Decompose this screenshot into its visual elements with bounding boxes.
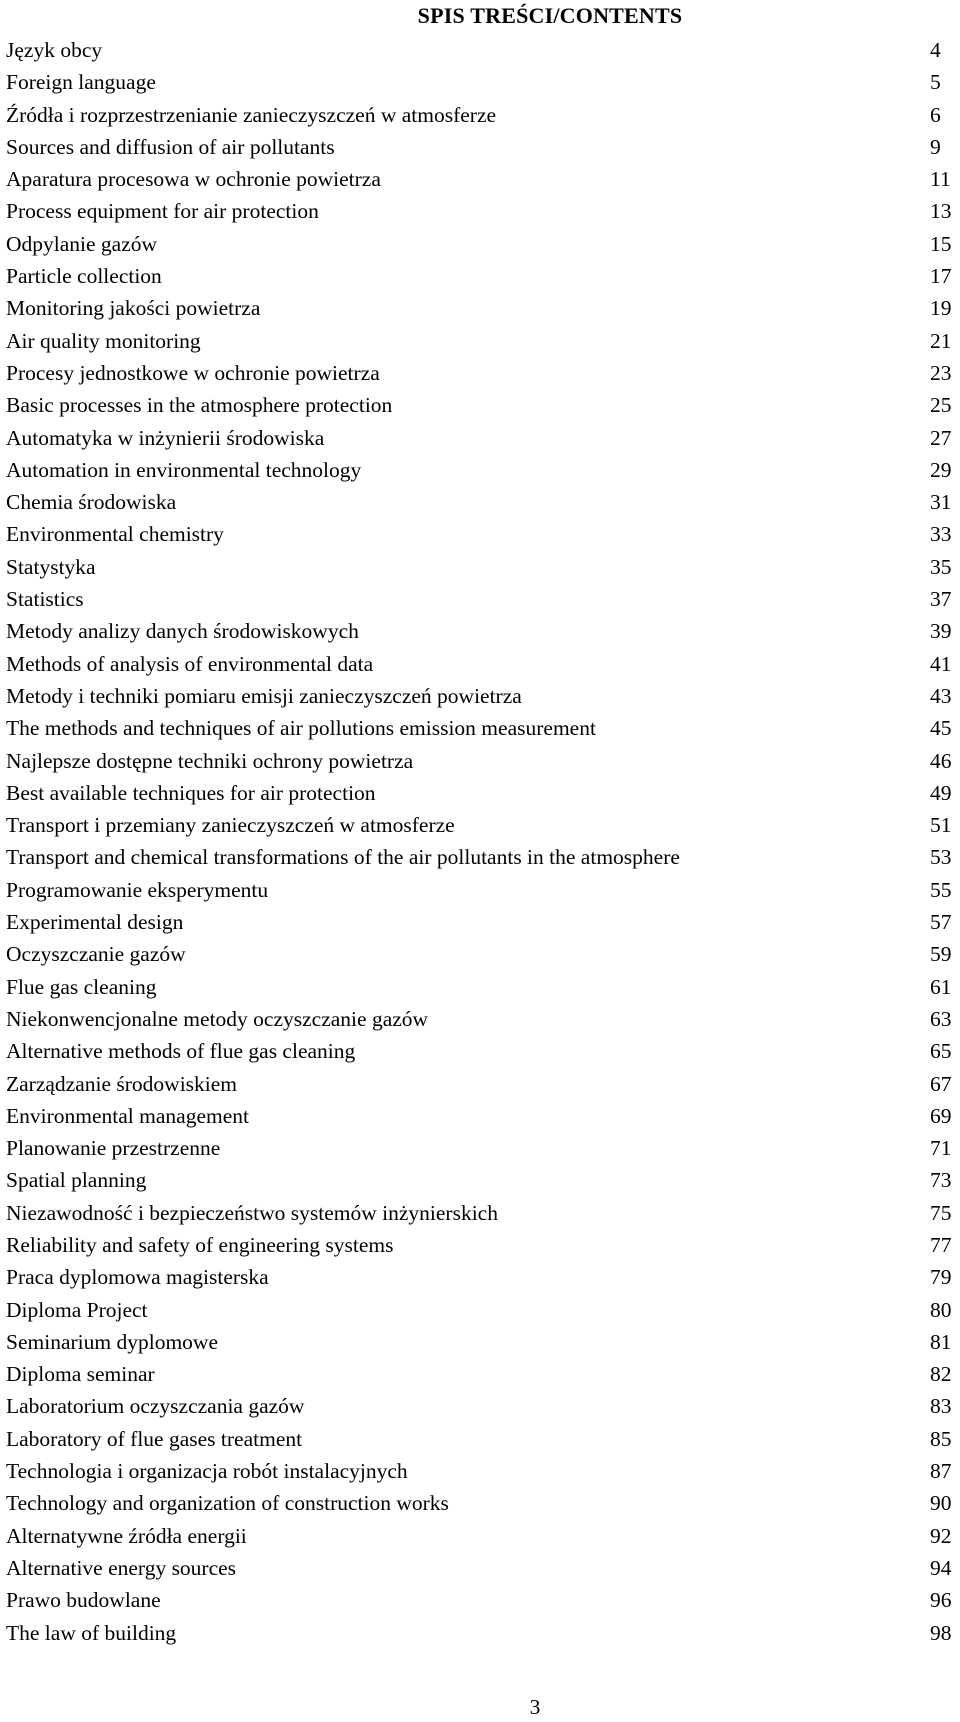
toc-entry-page-number: 96 [930,1588,952,1613]
toc-entry-page-number: 35 [930,554,952,579]
toc-entry-page-number: 49 [930,780,952,805]
toc-entry-page-number: 63 [930,1006,952,1031]
toc-entry-title: Odpylanie gazów [6,231,158,256]
toc-entry-page-number: 85 [930,1426,952,1451]
toc-entry-title: Sources and diffusion of air pollutants [6,134,335,159]
toc-entry-page-number: 90 [930,1491,952,1516]
toc-entry-title: Basic processes in the atmosphere protection [6,393,393,418]
toc-entry-page-number: 87 [930,1459,952,1484]
toc-entry-title: Foreign language [6,70,156,95]
toc-entry-page-number: 27 [930,425,952,450]
toc-entry [6,1229,958,1261]
toc-entry-page-number: 25 [930,393,952,418]
toc-entry [6,1552,958,1584]
toc-entry-title: Laboratorium oczyszczania gazów [6,1394,305,1419]
toc-entry-page-number: 19 [930,296,952,321]
toc-entry-title: Process equipment for air protection [6,199,319,224]
toc-entry-title: Best available techniques for air protection [6,780,376,805]
toc-entry-title: Alternatywne źródła energii [6,1523,247,1548]
toc-entry-title: Diploma seminar [6,1362,155,1387]
toc-entry [6,228,958,260]
toc-entry-title: Alternative methods of flue gas cleaning [6,1039,356,1064]
toc-entry-title: Zarządzanie środowiskiem [6,1071,238,1096]
toc-entry-page-number: 15 [930,231,952,256]
toc-entry-page-number: 46 [930,748,952,773]
toc-entry [6,1100,958,1132]
toc-entry-title: Metody analizy danych środowiskowych [6,619,359,644]
toc-entry [6,518,958,550]
toc-entry-page-number: 73 [930,1168,952,1193]
toc-entry [6,874,958,906]
toc-entry-page-number: 45 [930,716,952,741]
toc-entry-title: Źródła i rozprzestrzenianie zanieczyszczeń w atmosferze [6,102,497,127]
toc-entry [6,325,958,357]
toc-entry [6,1584,958,1616]
page-number: 3 [529,1695,541,1719]
toc-entry [6,1326,958,1358]
toc-entry-page-number: 81 [930,1329,952,1354]
toc-entry [6,938,958,970]
toc-entry-title: Procesy jednostkowe w ochronie powietrza [6,360,380,385]
toc-entry-title: The law of building [6,1620,177,1645]
toc-entry-page-number: 39 [930,619,952,644]
toc-entry-page-number: 17 [930,264,952,289]
toc-entry [6,292,958,324]
toc-entry [6,841,958,873]
toc-entry-title: Technologia i organizacja robót instalacyjnych [6,1459,408,1484]
toc-entry-page-number: 77 [930,1232,952,1257]
toc-entry [6,1132,958,1164]
toc-entry-title: Reliability and safety of engineering systems [6,1232,394,1257]
toc-entry-page-number: 13 [930,199,952,224]
toc-entry-page-number: 94 [930,1555,952,1580]
toc-entry-page-number: 5 [930,70,941,95]
toc-entry [6,1261,958,1293]
toc-entry [6,712,958,744]
toc-entry-page-number: 37 [930,587,952,612]
toc-entry-page-number: 59 [930,942,952,967]
toc-entry-page-number: 67 [930,1071,952,1096]
toc-entry-title: Oczyszczanie gazów [6,942,186,967]
toc-entry-title: Prawo budowlane [6,1588,161,1613]
toc-entry [6,99,958,131]
toc-entry-title: Chemia środowiska [6,490,177,515]
toc-entry [6,486,958,518]
toc-entry-page-number: 69 [930,1103,952,1128]
toc-entry [6,163,958,195]
toc-entry-page-number: 98 [930,1620,952,1645]
toc-entry-title: Język obcy [6,38,103,62]
toc-entry-title: Praca dyplomowa magisterska [6,1265,269,1290]
toc-entry [6,1294,958,1326]
toc-entry-page-number: 82 [930,1362,952,1387]
toc-entry-page-number: 23 [930,360,952,385]
toc-entry [6,422,958,454]
toc-entry-title: Methods of analysis of environmental data [6,651,374,676]
toc-entry-title: Automatyka w inżynierii środowiska [6,425,325,450]
toc-entry-title: Aparatura procesowa w ochronie powietrza [6,167,381,192]
toc-entry-title: Particle collection [6,264,162,289]
toc-entry-page-number: 61 [930,974,952,999]
toc-entry-page-number: 55 [930,877,952,902]
page-title: SPIS TREŚCI/CONTENTS [417,3,683,28]
toc-entry-title: Automation in environmental technology [6,457,362,482]
toc-entry-page-number: 43 [930,683,952,708]
toc-entry-title: Transport i przemiany zanieczyszczeń w atmosferze [6,813,455,838]
toc-entry [6,777,958,809]
toc-entry-title: Transport and chemical transformations of the air pollutants in the atmosphere [6,845,680,870]
toc-entry-title: Experimental design [6,910,184,935]
toc-entry-page-number: 92 [930,1523,952,1548]
toc-entry-title: Air quality monitoring [6,328,201,353]
toc-entry [6,1455,958,1487]
toc-entry-page-number: 51 [930,813,952,838]
toc-entry [6,1520,958,1552]
toc-entry-title: Metody i techniki pomiaru emisji zanieczyszczeń powietrza [6,683,522,708]
toc-entry-title: Laboratory of flue gases treatment [6,1426,303,1451]
toc-entry [6,583,958,615]
toc-entry-page-number: 65 [930,1039,952,1064]
toc-entry-title: Environmental chemistry [6,522,224,547]
toc-entry-title: Spatial planning [6,1168,147,1193]
toc-entry-title: Environmental management [6,1103,249,1128]
toc-entry-title: Niekonwencjonalne metody oczyszczanie gazów [6,1006,429,1031]
toc-entry [6,357,958,389]
toc-entry [6,1487,958,1519]
toc-entry [6,454,958,486]
toc-entry [6,1003,958,1035]
toc-entry [6,551,958,583]
toc-entry-page-number: 71 [930,1136,952,1161]
toc-entry [6,260,958,292]
toc-entry [6,745,958,777]
toc-entry-title: Alternative energy sources [6,1555,237,1580]
toc-entry [6,809,958,841]
toc-entry [6,195,958,227]
toc-entry [6,389,958,421]
toc-entry-page-number: 11 [930,167,951,192]
toc-entry [6,1068,958,1100]
toc-entry [6,971,958,1003]
toc-entry-title: Monitoring jakości powietrza [6,296,261,321]
toc-entry [6,1197,958,1229]
toc-entry-page-number: 75 [930,1200,952,1225]
toc-entry-page-number: 6 [930,102,941,127]
toc-entry-title: Seminarium dyplomowe [6,1329,218,1354]
toc-entry [6,131,958,163]
toc-entry [6,906,958,938]
toc-entry-page-number: 57 [930,910,952,935]
toc-entry-page-number: 33 [930,522,952,547]
toc-entry [6,615,958,647]
toc-entry-title: Statistics [6,587,84,612]
toc-entry-title: Diploma Project [6,1297,148,1322]
toc-entry [6,1035,958,1067]
toc-entry-title: Programowanie eksperymentu [6,877,269,902]
toc-entry-title: Technology and organization of construction works [6,1491,449,1516]
toc-entry-page-number: 80 [930,1297,952,1322]
toc-entry-title: Statystyka [6,554,96,579]
toc-entry-page-number: 21 [930,328,952,353]
toc-entry [6,1390,958,1422]
toc-entry [6,1423,958,1455]
toc-entry-page-number: 41 [930,651,952,676]
toc-entry-page-number: 83 [930,1394,952,1419]
toc-entry [6,34,958,66]
toc-entry-page-number: 31 [930,490,952,515]
toc-entry [6,1164,958,1196]
toc-entry [6,1358,958,1390]
toc-entry [6,680,958,712]
toc-entry-title: Flue gas cleaning [6,974,157,999]
toc-entry-page-number: 9 [930,134,941,159]
toc-entry-page-number: 79 [930,1265,952,1290]
toc-entry [6,1617,958,1649]
toc-entry-page-number: 29 [930,457,952,482]
toc-entry-title: Najlepsze dostępne techniki ochrony powietrza [6,748,414,773]
toc-entry-title: The methods and techniques of air pollutions emission measurement [6,716,596,741]
table-of-contents [6,34,958,1649]
toc-entry-page-number: 4 [930,38,941,62]
toc-entry [6,66,958,98]
toc-entry-page-number: 53 [930,845,952,870]
toc-entry-title: Niezawodność i bezpieczeństwo systemów inżynierskich [6,1200,498,1225]
toc-entry [6,648,958,680]
toc-entry-title: Planowanie przestrzenne [6,1136,221,1161]
